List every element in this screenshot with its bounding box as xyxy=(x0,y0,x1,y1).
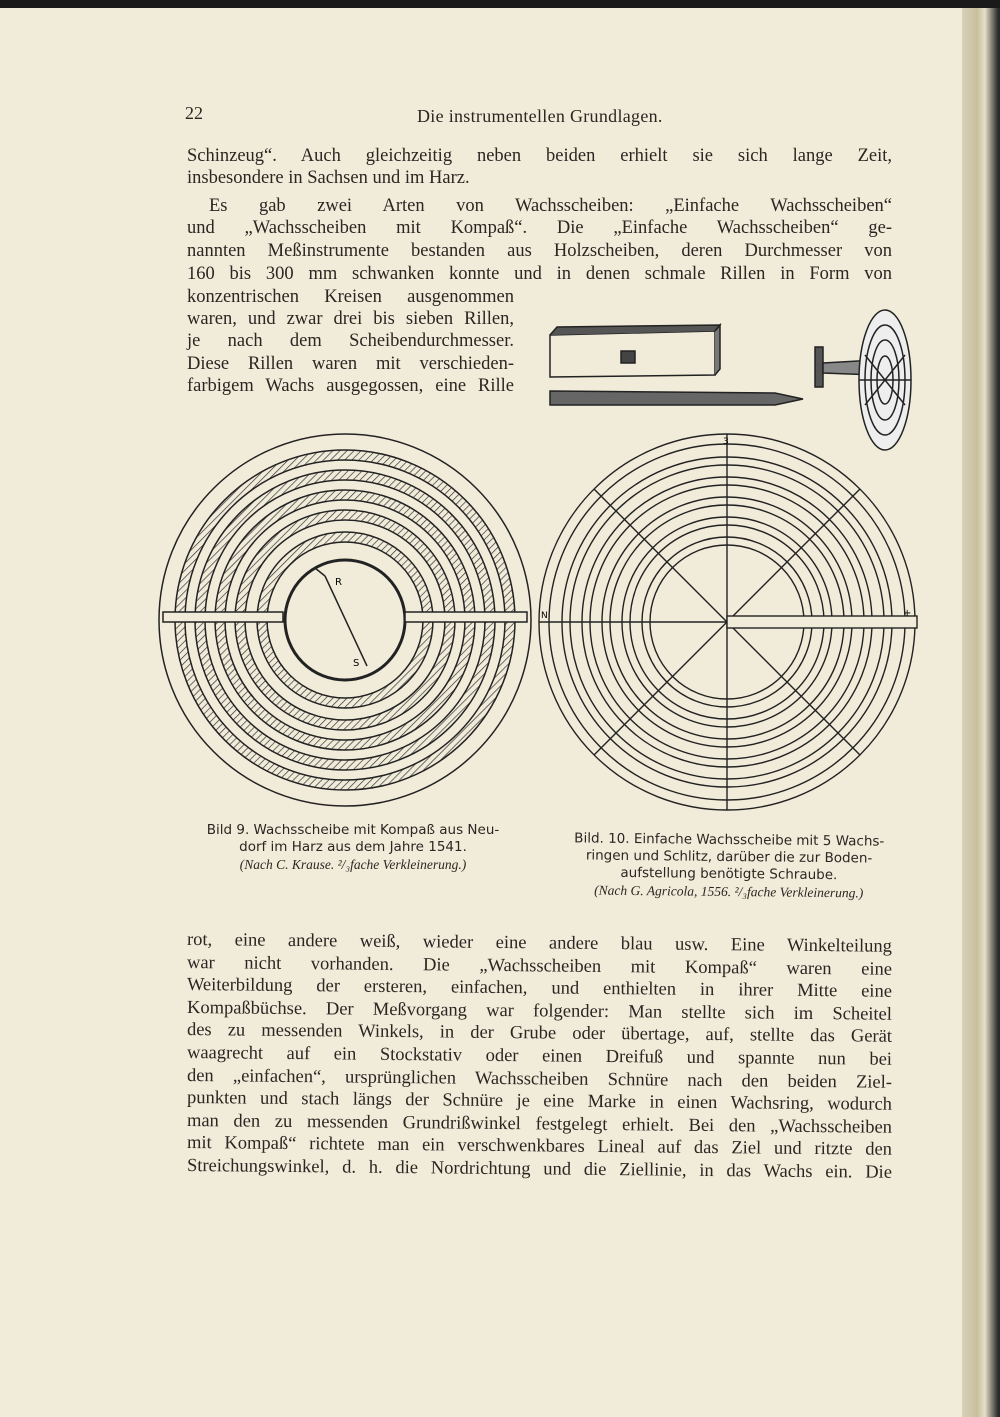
fig9-caption-title: Bild 9. Wachsscheibe mit Kompaß aus Neu- xyxy=(206,822,500,838)
text-line: Weiterbildung der ersteren, einfachen, und enthielten in ihrer Mitte eine xyxy=(186,975,893,1002)
text-line: insbesondere in Sachsen und im Harz. xyxy=(187,168,470,188)
figure-10-caption xyxy=(548,830,911,903)
fig10-label-top: 3 xyxy=(723,437,729,447)
figure-9-caption xyxy=(183,822,523,874)
text-line: rot, eine andere weiß, wieder eine andere blau usw. Eine Winkelteilung xyxy=(186,930,893,957)
running-title: Die instrumentellen Grundlagen. xyxy=(417,106,663,126)
text-line: 160 bis 300 mm schwanken konnte und in denen schmale Rillen in Form von xyxy=(187,264,892,284)
text-line: man den zu messenden Grundrißwinkel festgelegt erhielt. Bei den „Wachsscheiben xyxy=(186,1110,893,1138)
fig9-caption-source: (Nach C. Krause. ²/₃fache Verkleinerung.) xyxy=(239,857,467,872)
text-line: nannten Meßinstrumente bestanden aus Holzscheiben, deren Durchmesser von xyxy=(187,241,892,261)
figure-9-compass-wax-disc xyxy=(155,430,535,810)
fig9-label-s: S xyxy=(353,658,360,669)
text-line: Kompaßbüchse. Der Meßvorgang war folgender: Man stellte sich im Scheitel xyxy=(186,997,893,1025)
fig10-label-left: N xyxy=(541,611,548,621)
text-line: und „Wachsscheiben mit Kompaß“. Die „Einfache Wachsscheiben“ ge- xyxy=(187,218,892,238)
text-line: Diese Rillen waren mit verschieden- xyxy=(187,354,514,374)
fig10-caption-title3: aufstellung benötigte Schraube. xyxy=(620,864,838,884)
fig10-label-right: + xyxy=(903,608,912,619)
text-line: des zu messenden Winkels, in der Grube oder übertage, auf, stellte das Gerät xyxy=(186,1020,893,1048)
text-line: konzentrischen Kreisen ausgenommen xyxy=(187,287,514,307)
text-line: Schinzeug“. Auch gleichzeitig neben beiden erhielt sie sich lange Zeit, xyxy=(187,146,892,166)
fig10-caption-title: Bild. 10. Einfache Wachsscheibe mit 5 Wachs- xyxy=(574,830,885,850)
fig9-label-r: R xyxy=(335,577,342,588)
text-line: waagrecht auf ein Stockstativ oder einen Dreifuß und spannte nun bei xyxy=(186,1043,893,1070)
fig9-caption-title2: dorf im Harz aus dem Jahre 1541. xyxy=(239,839,467,855)
figure-10-simple-wax-disc xyxy=(535,430,920,815)
fig10-caption-source: (Nach G. Agricola, 1556. ²/₃fache Verkleinerung.) xyxy=(594,882,864,901)
text-line: war nicht vorhanden. Die „Wachsscheiben mit Kompaß“ waren eine xyxy=(186,952,893,980)
text-line: mit Kompaß“ richtete man ein verschwenkbares Lineal auf das Ziel und ritzte den xyxy=(186,1133,893,1161)
text-line: punkten und stach längs der Schnüre je eine Marke in einen Wachsring, wodurch xyxy=(186,1088,893,1115)
fig10-caption-title2: ringen und Schlitz, darüber die zur Boden- xyxy=(585,847,873,867)
text-line: je nach dem Scheibendurchmesser. xyxy=(187,331,514,351)
text-line: den „einfachen“, ursprünglichen Wachsscheiben Schnüre nach den beiden Ziel- xyxy=(186,1065,893,1093)
text-line: waren, und zwar drei bis sieben Rillen, xyxy=(187,309,514,329)
page-number: 22 xyxy=(185,103,203,123)
text-line: farbigem Wachs ausgegossen, eine Rille xyxy=(187,376,514,396)
text-line: Streichungswinkel, d. h. die Nordrichtung und die Ziellinie, in das Wachs ein. Die xyxy=(186,1156,893,1183)
page-edge xyxy=(962,8,1000,1417)
text-line: Es gab zwei Arten von Wachsscheiben: „Einfache Wachsscheiben“ xyxy=(209,196,892,216)
